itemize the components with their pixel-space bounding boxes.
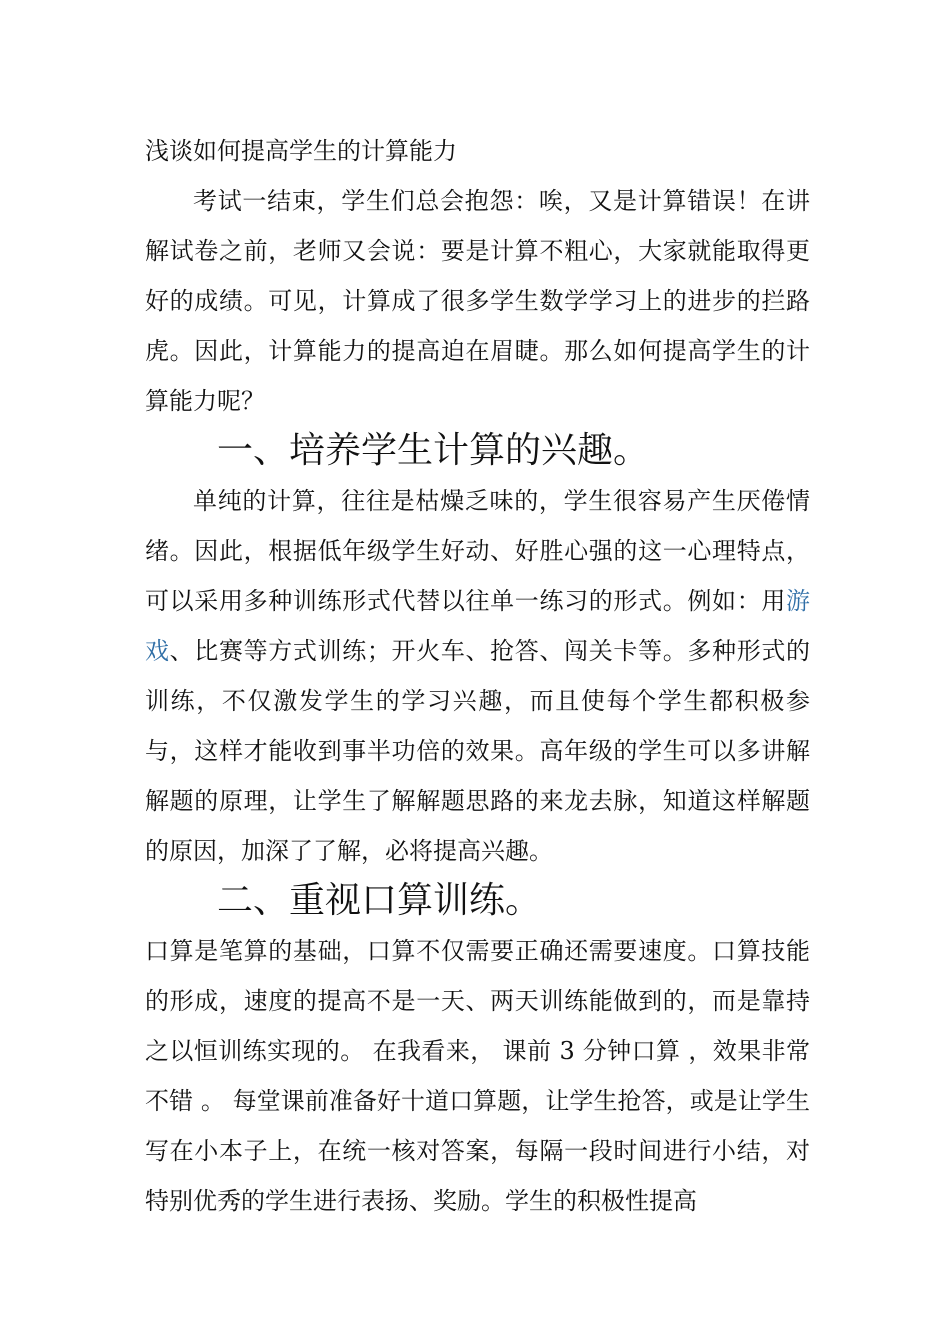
- section-2-paragraph: 口算是笔算的基础，口算不仅需要正确还需要速度。口算技能的形成，速度的提高不是一天、两天训练能做到的，而是靠持之以恒训练实现的。 在我看来， 课前 3 分钟口算 ，效果非常不错 。 每堂课前准备好十道口算题，让学生抢答，或是让学生写在小本子上，在统一核对答案，每隔一段时间进行小结，对特别优秀的学生进行表扬、奖励。学生的积极性提高: [145, 937, 810, 1215]
- section-2-heading: 二、重视口算训练。: [217, 880, 542, 921]
- section-1-paragraph: [145, 476, 810, 876]
- section-1-text-after-link: 、比赛等方式训练；开火车、抢答、闯关卡等。多种形式的训练，不仅激发学生的学习兴趣，而且使每个学生都积极参与，这样才能收到事半功倍的效果。高年级的学生可以多讲解解题的原理，让学生了解解题思路的来龙去脉，知道这样解题的原因，加深了了解，必将提高兴趣。: [145, 637, 811, 865]
- game-link[interactable]: 游戏: [145, 587, 810, 665]
- section-1-text-before-link: 单纯的计算，往往是枯燥乏味的，学生很容易产生厌倦情绪。因此，根据低年级学生好动、好胜心强的这一心理特点，可以采用多种训练形式代替以往单一练习的形式。例如：用: [145, 487, 810, 615]
- document-title: 浅谈如何提高学生的计算能力: [145, 137, 457, 165]
- intro-paragraph: 考试一结束，学生们总会抱怨：唉，又是计算错误！在讲解试卷之前，老师又会说：要是计算不粗心，大家就能取得更好的成绩。可见，计算成了很多学生数学学习上的进步的拦路虎。因此，计算能力的提高迫在眉睫。那么如何提高学生的计算能力呢？: [145, 187, 810, 415]
- document-page: [145, 126, 810, 1226]
- section-1-heading: 一、培养学生计算的兴趣。: [217, 430, 650, 471]
